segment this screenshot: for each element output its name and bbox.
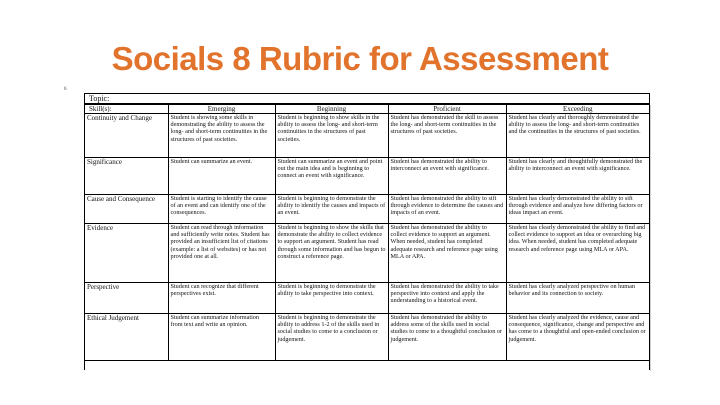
rubric-cell: Student has demonstrated the ability to interconnect an event with significance. — [388, 158, 506, 195]
header-row — [85, 105, 649, 114]
corner-mark: 6 — [64, 87, 67, 92]
rubric-cell: Student has demonstrated the skill to assess the long- and short-term continuities in the structures of past societies. — [388, 114, 506, 158]
skill-cell: Evidence — [85, 224, 168, 283]
skill-cell: Significance — [85, 158, 168, 195]
rubric-table — [85, 104, 649, 361]
rubric-cell: Student is beginning to show the skills that demonstrate the ability to collect evidence to support an argument. Student has read through some information and has begun to construct a reference page. — [275, 224, 388, 283]
header-exceeding: Exceeding — [506, 105, 649, 114]
skill-cell: Continuity and Change — [85, 114, 168, 158]
rubric-cell: Student is beginning to demonstrate the ability to take perspective into context. — [275, 283, 388, 314]
rubric-cell: Student has clearly and thoughtfully demonstrated the ability to interconnect an event with significance. — [506, 158, 649, 195]
rubric-cell: Student has clearly analyzed the evidence, cause and consequence, significance, change and perspective and has come to a thoughtful and open-ended conclusion or judgement. — [506, 314, 649, 361]
table-row — [85, 283, 649, 314]
table-row — [85, 195, 649, 224]
rubric-cell: Student can summarize an event and point out the main idea and is beginning to connect an event with significance. — [275, 158, 388, 195]
rubric-cell: Student has demonstrated the ability to take perspective into context and apply the understanding to a historical event. — [388, 283, 506, 314]
rubric-cell: Student can summarize information from text and write an opinion. — [168, 314, 275, 361]
skill-cell: Ethical Judgement — [85, 314, 168, 361]
page-edge-rule — [650, 105, 651, 371]
rubric-cell: Student has clearly and thoroughly demonstrated the ability to assess the long- and short-term continuities and the continuities in the structures of past societies. — [506, 114, 649, 158]
header-proficient: Proficient — [388, 105, 506, 114]
rubric-cell: Student is showing some skills in demonstrating the ability to assess the long- and short-term continuities in the structures of past societies. — [168, 114, 275, 158]
rubric-cell: Student is starting to identify the cause of an event and can identify one of the consequences. — [168, 195, 275, 224]
topic-row — [85, 93, 649, 104]
header-skills: Skill(s): — [85, 105, 168, 114]
slide-title: Socials 8 Rubric for Assessment — [111, 40, 609, 77]
rubric-cell: Student has demonstrated the ability to sift through evidence to determine the causes and impacts of an event. — [388, 195, 506, 224]
rubric-cell: Student has demonstrated the ability to collect evidence to support an argument. When needed, student has completed adequate research and reference page using MLA or APA. — [388, 224, 506, 283]
rubric-cell: Student has clearly demonstrated the ability to sift through evidence and analyze how differing factors or ideas impact an event. — [506, 195, 649, 224]
rubric-sheet — [84, 93, 650, 370]
skill-cell: Cause and Consequence — [85, 195, 168, 224]
table-row — [85, 224, 649, 283]
rubric-cell: Student is beginning to demonstrate the ability to identify the causes and impacts of an event. — [275, 195, 388, 224]
rubric-cell: Student is beginning to demonstrate the ability to address 1-2 of the skills used in social studies to come to a conclusion or judgement. — [275, 314, 388, 361]
rubric-cell: Student has clearly demonstrated the ability to find and collect evidence to support an idea or overarching big idea. When needed, student has completed adequate research and reference page using MLA or APA. — [506, 224, 649, 283]
table-row — [85, 158, 649, 195]
header-beginning: Beginning — [275, 105, 388, 114]
rubric-cell: Student has demonstrated the ability to address some of the skills used in social studies to come to a thoughtful conclusion or judgement. — [388, 314, 506, 361]
skill-cell: Perspective — [85, 283, 168, 314]
topic-label: Topic: — [89, 94, 110, 103]
table-row — [85, 114, 649, 158]
rubric-cell: Student has clearly analyzed perspective on human behavior and its connection to society. — [506, 283, 649, 314]
header-emerging: Emerging — [168, 105, 275, 114]
rubric-cell: Student can summarize an event. — [168, 158, 275, 195]
rubric-cell: Student can read through information and sufficiently write notes. Student has provided an insufficient list of citations (example: a list of websites) or has not provided one at all. — [168, 224, 275, 283]
table-row — [85, 314, 649, 361]
rubric-cell: Student can recognize that different perspectives exist. — [168, 283, 275, 314]
rubric-cell: Student is beginning to show skills in the ability to assess the long- and short-term continuities in the structures of past societies. — [275, 114, 388, 158]
